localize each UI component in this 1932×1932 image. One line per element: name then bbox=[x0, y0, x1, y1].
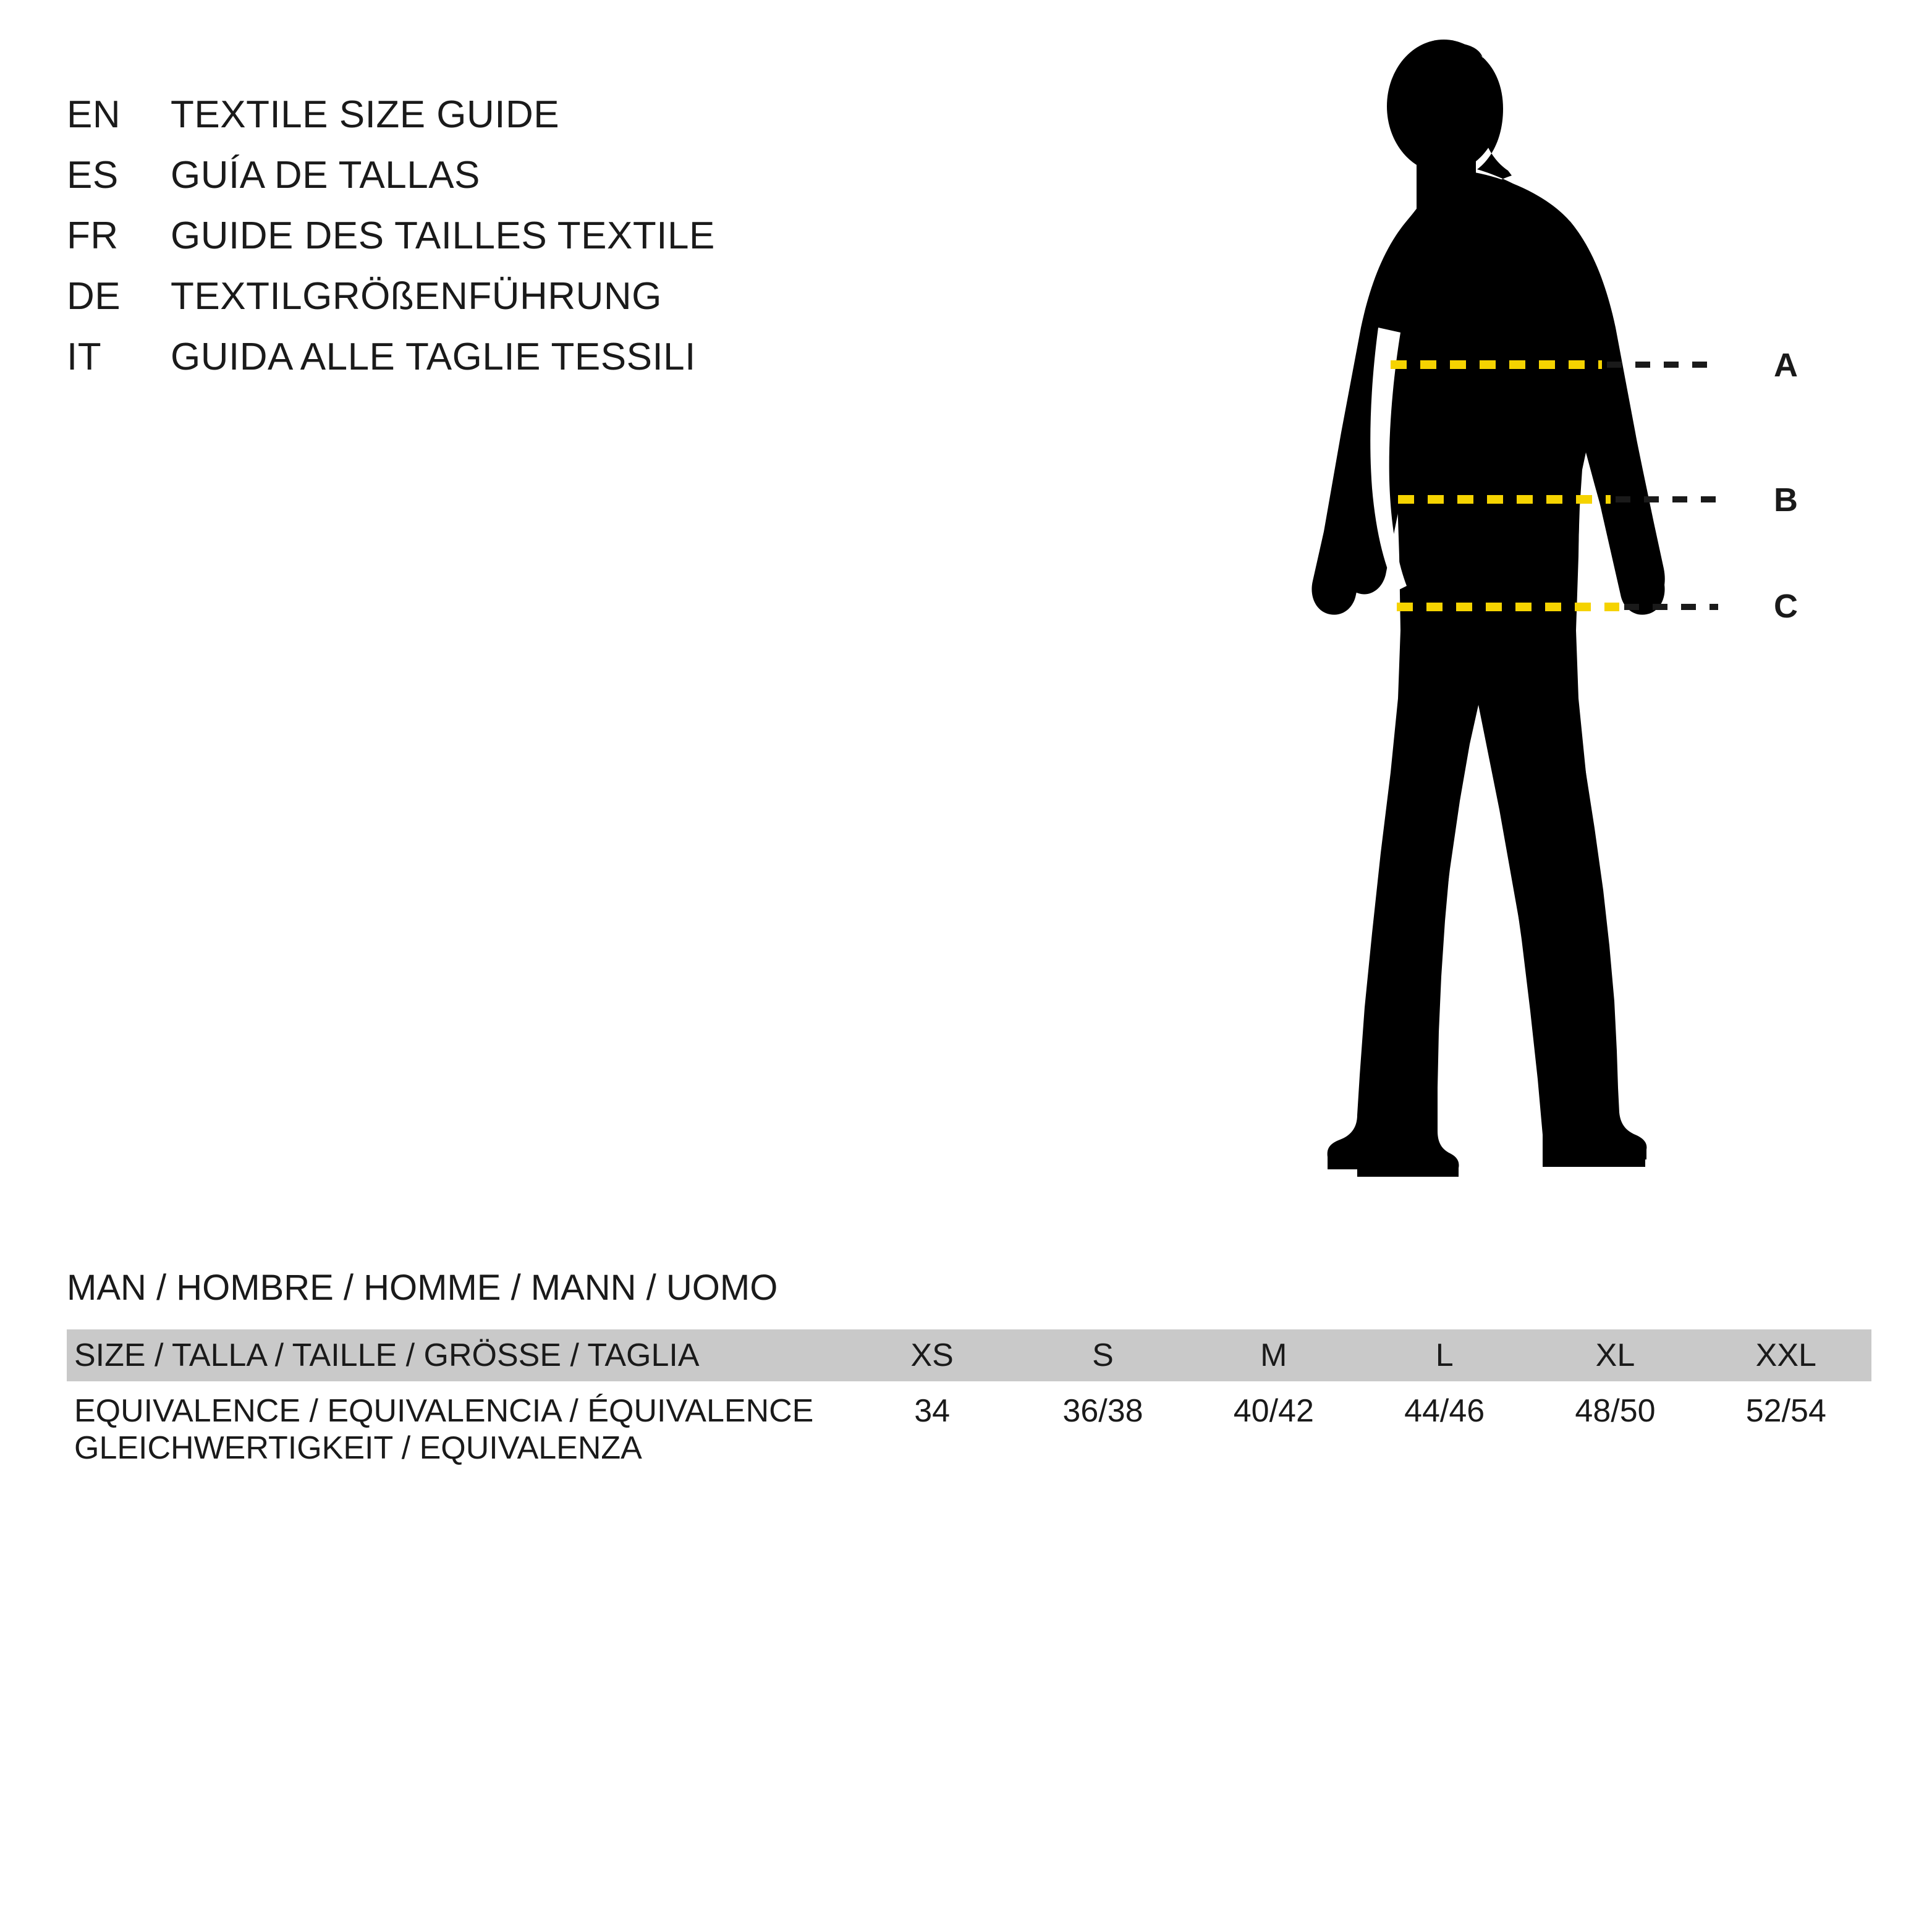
equivalence-cell-s: 36/38 bbox=[1062, 1393, 1143, 1429]
language-code-it: IT bbox=[67, 336, 102, 378]
size-cell-s: S bbox=[1092, 1337, 1114, 1373]
equivalence-label-line1: EQUIVALENCE / EQUIVALENCIA / ÉQUIVALENCE bbox=[74, 1393, 814, 1429]
equivalence-cell-xs: 34 bbox=[914, 1393, 951, 1429]
size-table-section bbox=[67, 1267, 1871, 1474]
language-row-en bbox=[67, 93, 870, 153]
language-legend bbox=[67, 93, 870, 396]
language-row-it bbox=[67, 335, 870, 396]
size-table bbox=[67, 1329, 1871, 1474]
table-row bbox=[67, 1329, 1871, 1381]
language-code-de: DE bbox=[67, 275, 121, 318]
equivalence-cell-l: 44/46 bbox=[1404, 1393, 1485, 1429]
male-silhouette-icon bbox=[1286, 37, 1854, 1199]
equivalence-row-label bbox=[67, 1381, 847, 1474]
size-cell-xxl: XXL bbox=[1755, 1337, 1816, 1373]
table-row bbox=[67, 1381, 1871, 1474]
measurement-label-a: A bbox=[1774, 347, 1798, 384]
equivalence-label-line2: GLEICHWERTIGKEIT / EQUIVALENZA bbox=[74, 1430, 642, 1466]
size-cell-l: L bbox=[1435, 1337, 1454, 1373]
language-text-en: TEXTILE SIZE GUIDE bbox=[171, 93, 560, 136]
language-code-en: EN bbox=[67, 93, 121, 136]
size-cell-xl: XL bbox=[1595, 1337, 1635, 1373]
language-row-de bbox=[67, 274, 870, 335]
language-text-it: GUIDA ALLE TAGLIE TESSILI bbox=[171, 336, 696, 378]
measurement-figure bbox=[1286, 37, 1854, 1199]
size-table-caption: MAN / HOMBRE / HOMME / MANN / UOMO bbox=[67, 1268, 778, 1308]
language-text-es: GUÍA DE TALLAS bbox=[171, 154, 480, 197]
language-text-fr: GUIDE DES TAILLES TEXTILE bbox=[171, 214, 715, 257]
size-cell-m: M bbox=[1260, 1337, 1287, 1373]
language-code-es: ES bbox=[67, 154, 119, 197]
equivalence-cell-m: 40/42 bbox=[1233, 1393, 1314, 1429]
measurement-label-b: B bbox=[1774, 481, 1798, 519]
language-text-de: TEXTILGRÖßENFÜHRUNG bbox=[171, 275, 662, 318]
size-row-label: SIZE / TALLA / TAILLE / GRÖSSE / TAGLIA bbox=[74, 1337, 700, 1373]
language-row-es bbox=[67, 153, 870, 214]
language-code-fr: FR bbox=[67, 214, 119, 257]
size-cell-xs: XS bbox=[910, 1337, 954, 1373]
equivalence-cell-xl: 48/50 bbox=[1575, 1393, 1656, 1429]
language-row-fr bbox=[67, 214, 870, 274]
equivalence-cell-xxl: 52/54 bbox=[1745, 1393, 1826, 1429]
measurement-label-c: C bbox=[1774, 588, 1798, 625]
